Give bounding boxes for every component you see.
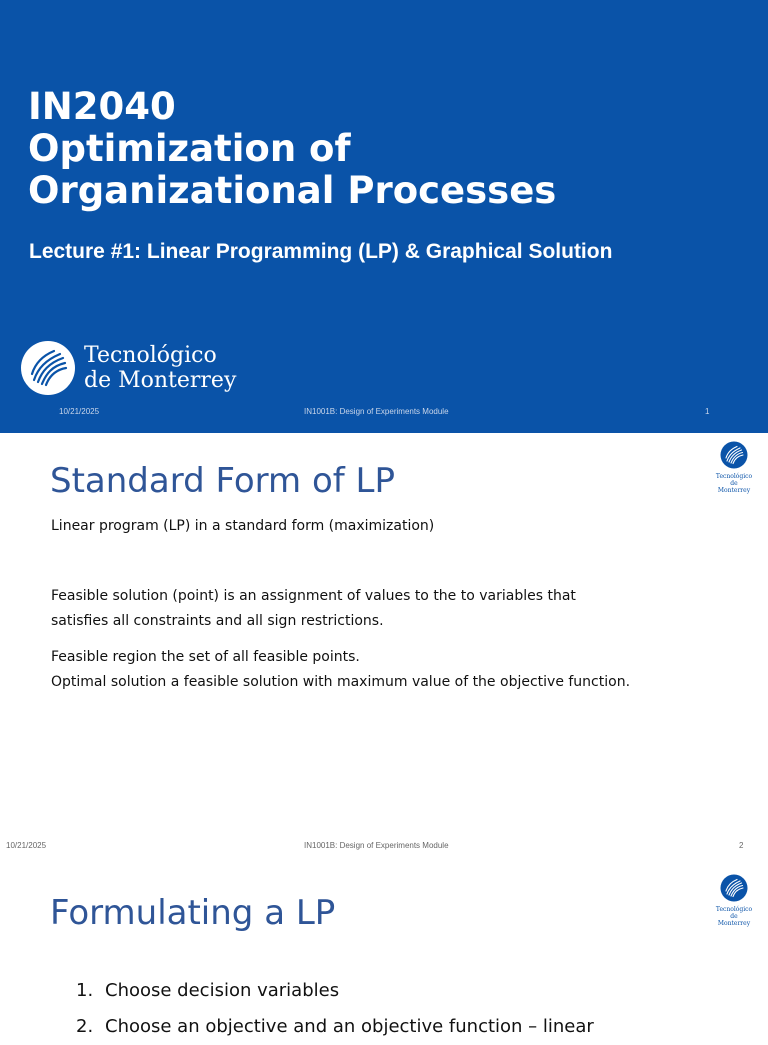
tec-emblem-icon — [20, 340, 76, 396]
feasible-solution-text: Feasible solution (point) is an assignment of values to the to variables that satisfies all constraints and all sign restrictions. — [51, 588, 576, 629]
step-number: 1. — [76, 980, 94, 1001]
list-item — [76, 973, 594, 1009]
wordmark-line-2: de Monterrey — [84, 368, 237, 393]
footer-date: 10/21/2025 — [59, 407, 100, 416]
optimal-solution-text: Optimal solution a feasible solution with maximum value of the objective function. — [51, 674, 631, 690]
footer-date: 10/21/2025 — [6, 841, 47, 850]
tec-wordmark — [84, 343, 236, 393]
footer-module: IN1001B: Design of Experiments Module — [304, 841, 449, 850]
lecture-subtitle: Lecture #1: Linear Programming (LP) & Graphical Solution — [29, 240, 613, 263]
steps-list — [76, 973, 594, 1045]
tec-logo-small — [714, 874, 754, 927]
slide-3-formulating — [0, 867, 768, 1037]
course-name-line-2: Organizational Processes — [28, 169, 557, 212]
course-code: IN2040 — [28, 85, 176, 128]
feasible-region-text: Feasible region the set of all feasible points. — [51, 649, 360, 665]
tec-emblem-icon — [720, 874, 748, 902]
wordmark-line-2: de Monterrey — [717, 913, 751, 927]
slide-title: Standard Form of LP — [50, 461, 395, 501]
wordmark-line-1: Tecnológico — [715, 473, 753, 480]
slide-title: Formulating a LP — [50, 893, 336, 933]
list-item — [76, 1009, 594, 1045]
step-text: Choose an objective and an objective function – linear — [105, 1016, 594, 1037]
slide-2-standard-form — [0, 433, 768, 867]
footer-page-number: 2 — [739, 841, 744, 850]
intro-text: Linear program (LP) in a standard form (maximization) — [51, 518, 435, 534]
wordmark-line-1: Tecnológico — [715, 906, 753, 913]
wordmark-line-2: de Monterrey — [717, 480, 751, 494]
wordmark-line-1: Tecnológico — [84, 343, 217, 368]
step-text: Choose decision variables — [105, 980, 340, 1001]
tec-logo — [20, 340, 236, 396]
course-title — [28, 86, 556, 212]
footer-module: IN1001B: Design of Experiments Module — [304, 407, 449, 416]
slide-1-title — [0, 0, 768, 433]
tec-emblem-icon — [720, 441, 748, 469]
course-name-line-1: Optimization of — [28, 127, 351, 170]
footer-page-number: 1 — [705, 407, 710, 416]
step-number: 2. — [76, 1016, 94, 1037]
tec-logo-small — [714, 441, 754, 494]
